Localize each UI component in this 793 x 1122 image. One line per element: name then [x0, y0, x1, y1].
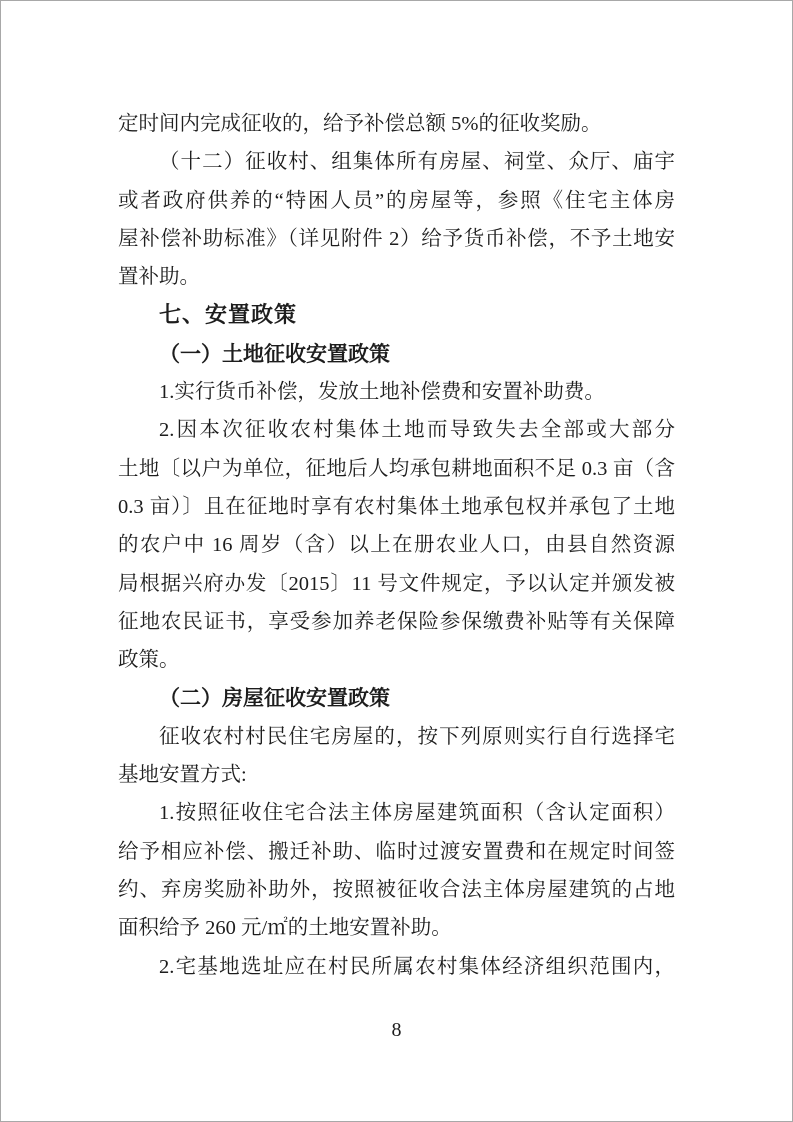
subsection-heading: （一）土地征收安置政策	[159, 341, 390, 366]
text-line: 政策。	[118, 649, 180, 672]
text-line: 面积给予 260 元/㎡的土地安置补助。	[118, 917, 452, 940]
text-line: 屋补偿补助标准》（详见附件 2）给予货币补偿，不予土地安	[118, 227, 675, 250]
subsection-heading: （二）房屋征收安置政策	[159, 686, 390, 711]
text-line: 给予相应补偿、搬迁补助、临时过渡安置费和在规定时间签	[118, 840, 675, 863]
text-line: 2.因本次征收农村集体土地而导致失去全部或大部分	[159, 419, 675, 442]
text-line: 局根据兴府办发〔2015〕11 号文件规定，予以认定并颁发被	[118, 572, 675, 595]
text-line: 1.实行货币补偿，发放土地补偿费和安置补助费。	[159, 381, 605, 404]
page-number: 8	[391, 1019, 402, 1041]
text-line: 置补助。	[118, 266, 200, 289]
text-line: 的农户中 16 周岁（含）以上在册农业人口，由县自然资源	[118, 534, 675, 557]
text-line: 1.按照征收住宅合法主体房屋建筑面积（含认定面积）	[159, 802, 675, 825]
text-line: 征收农村村民住宅房屋的，按下列原则实行自行选择宅	[159, 725, 675, 748]
text-line: 约、弃房奖励补助外，按照被征收合法主体房屋建筑的占地	[118, 878, 675, 901]
text-line: 定时间内完成征收的，给予补偿总额 5%的征收奖励。	[118, 113, 602, 135]
text-line: 2.宅基地选址应在村民所属农村集体经济组织范围内，	[159, 955, 675, 978]
text-line: 基地安置方式:	[118, 764, 247, 787]
text-line: 土地〔以户为单位，征地后人均承包耕地面积不足 0.3 亩（含	[118, 457, 675, 480]
section-heading: 七、安置政策	[159, 302, 298, 328]
text-line: （十二）征收村、组集体所有房屋、祠堂、众厅、庙宇	[159, 151, 675, 174]
document-text-block	[118, 105, 675, 986]
text-line: 征地农民证书，享受参加养老保险参保缴费补贴等有关保障	[118, 610, 675, 633]
text-line: 0.3 亩）〕且在征地时享有农村集体土地承包权并承包了土地	[118, 495, 675, 518]
text-line: 或者政府供养的“特困人员”的房屋等，参照《住宅主体房	[118, 189, 675, 212]
